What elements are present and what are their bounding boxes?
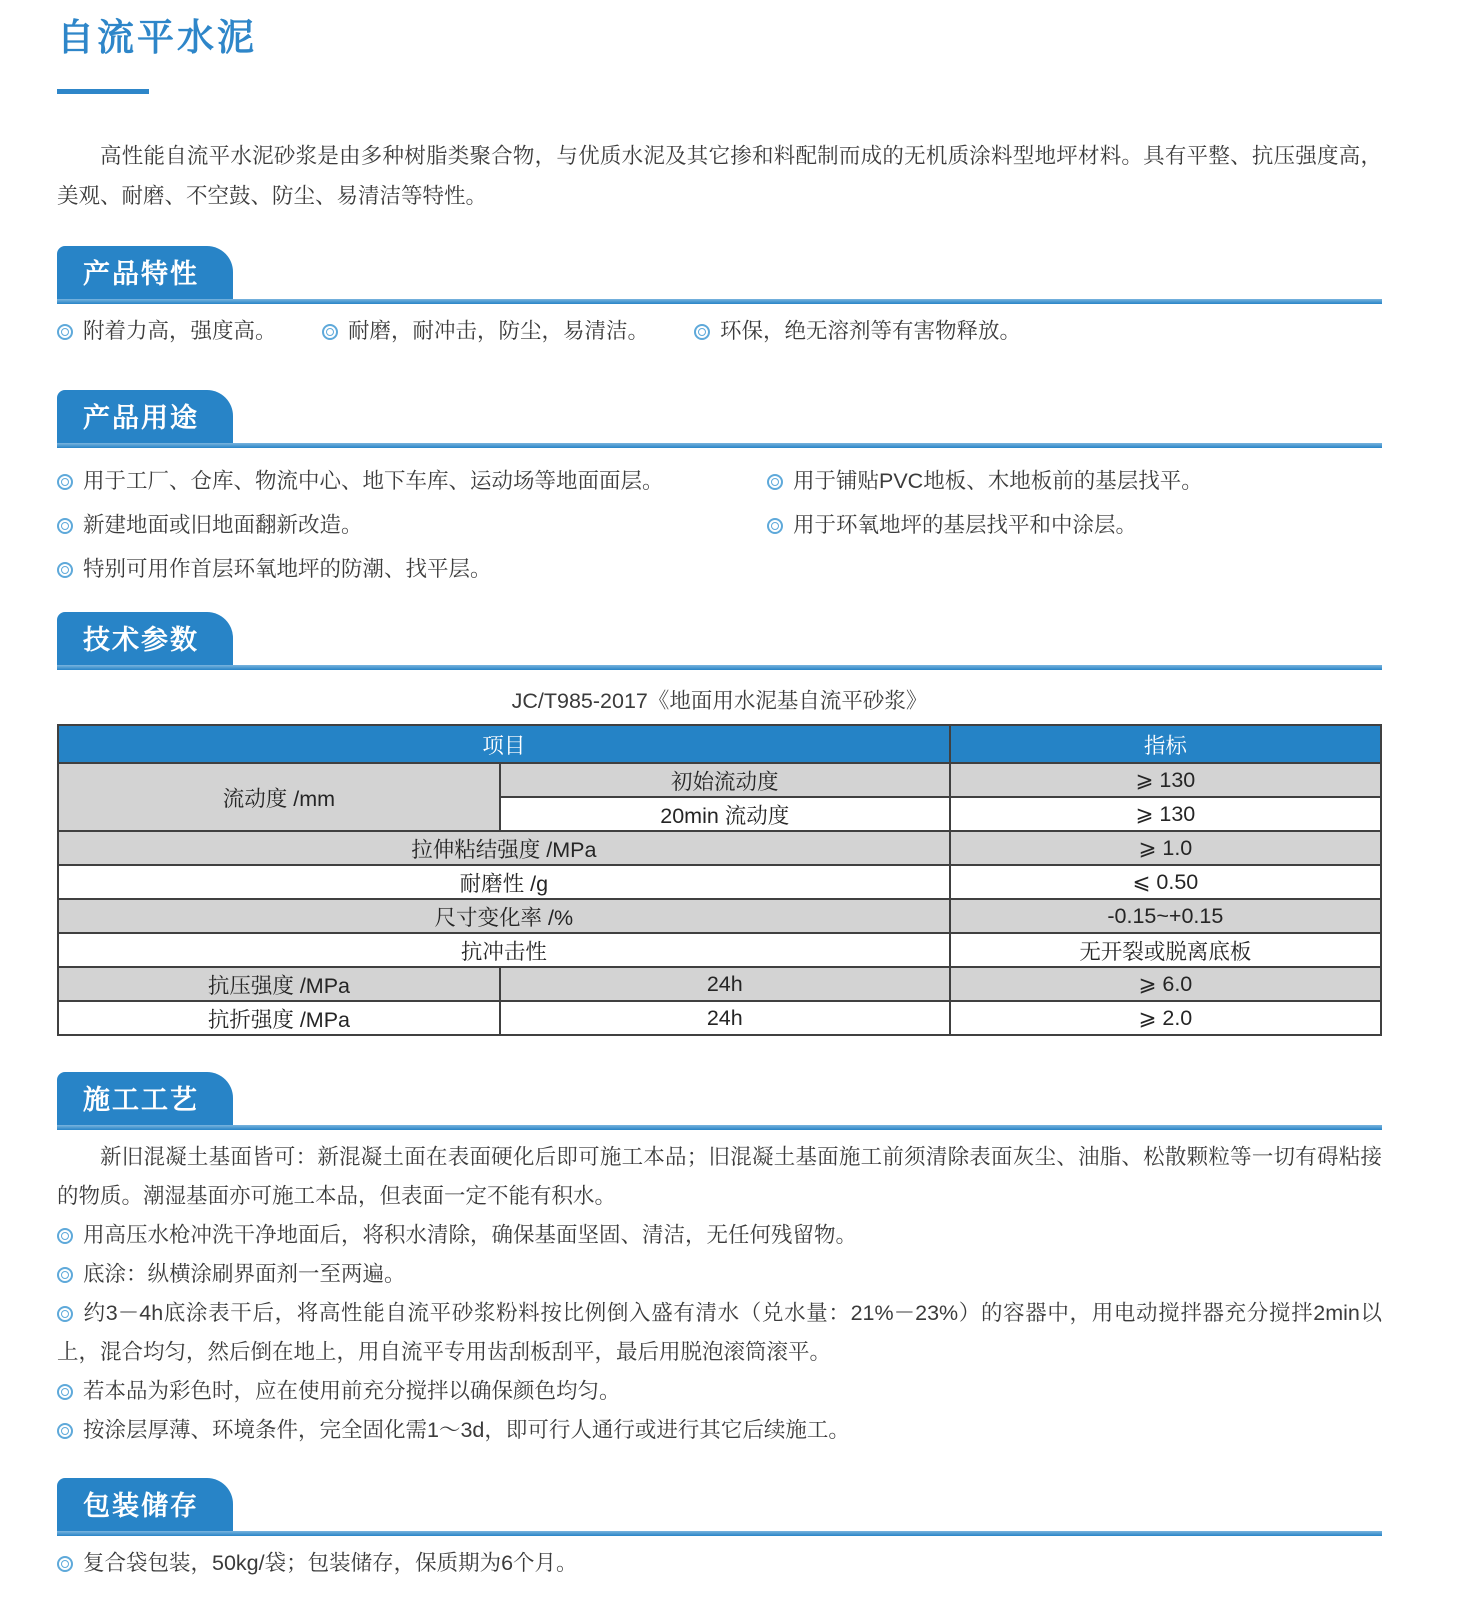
feature-text: 环保，绝无溶剂等有害物释放。 [720,319,1022,343]
list-item [694,316,1382,346]
bullet-ring-icon [694,324,710,340]
bullet-ring-icon [57,1423,73,1439]
list-item [322,316,694,346]
section-underline [57,299,1382,304]
list-item [57,1294,1382,1372]
bullet-ring-icon [322,324,338,340]
specs-table [57,724,1382,1036]
list-item [767,506,1382,544]
section-head-uses [57,390,1382,448]
table-cell-value: ⩾ 1.0 [950,831,1381,865]
process-step-text: 用高压水枪冲洗干净地面后，将积水清除，确保基面坚固、清洁，无任何残留物。 [83,1223,858,1247]
table-cell-subproperty: 20min 流动度 [500,797,950,831]
table-row [58,1001,1381,1035]
bullet-ring-icon [57,1556,73,1572]
table-row [58,831,1381,865]
table-row [58,933,1381,967]
page-title: 自流平水泥 [57,17,257,58]
section-badge-uses: 产品用途 [57,390,233,443]
spec-standard-caption: JC/T985-2017《地面用水泥基自流平砂浆》 [511,689,928,713]
section-badge-specs: 技术参数 [57,612,233,665]
table-cell-property: 流动度 /mm [58,763,500,831]
process-step-text: 底涂：纵横涂刷界面剂一至两遍。 [83,1262,406,1286]
use-text: 用于环氧地坪的基层找平和中涂层。 [793,513,1138,537]
section-underline [57,665,1382,670]
table-row [58,899,1381,933]
process-step-text: 若本品为彩色时，应在使用前充分搅拌以确保颜色均匀。 [83,1379,621,1403]
bullet-ring-icon [57,518,73,534]
table-cell-value: ⩽ 0.50 [950,865,1381,899]
section-underline [57,1531,1382,1536]
feature-text: 附着力高，强度高。 [83,319,277,343]
list-item [57,1548,1382,1578]
process-list [57,1216,1382,1450]
table-cell-value: -0.15~+0.15 [950,899,1381,933]
table-cell-subproperty: 24h [500,967,950,1001]
section-head-process [57,1072,1382,1130]
uses-right-column [767,456,1382,588]
intro-paragraph: 高性能自流平水泥砂浆是由多种树脂类聚合物，与优质水泥及其它掺和料配制而成的无机质涂料型地坪材料。具有平整、抗压强度高，美观、耐磨、不空鼓、防尘、易清洁等特性。 [57,144,1382,208]
table-cell-property: 尺寸变化率 /% [58,899,950,933]
table-row [58,967,1381,1001]
use-text: 特别可用作首层环氧地坪的防潮、找平层。 [83,557,492,581]
section-underline [57,1125,1382,1130]
table-cell-value: ⩾ 2.0 [950,1001,1381,1035]
bullet-ring-icon [57,1306,73,1322]
table-cell-value: ⩾ 6.0 [950,967,1381,1001]
features-list [57,316,1382,346]
use-text: 用于铺贴PVC地板、木地板前的基层找平。 [793,469,1203,493]
table-cell-subproperty: 初始流动度 [500,763,950,797]
table-cell-value: 无开裂或脱离底板 [950,933,1381,967]
list-item [57,1255,1382,1294]
uses-left-column [57,456,767,588]
section-underline [57,443,1382,448]
bullet-ring-icon [767,518,783,534]
table-cell-property: 拉伸粘结强度 /MPa [58,831,950,865]
bullet-ring-icon [767,474,783,490]
uses-list [57,456,1382,588]
section-badge-packaging: 包装储存 [57,1478,233,1531]
packaging-text: 复合袋包装，50kg/袋；包装储存，保质期为6个月。 [83,1551,578,1575]
table-header-item: 项目 [58,725,950,763]
section-badge-process: 施工工艺 [57,1072,233,1125]
bullet-ring-icon [57,474,73,490]
section-head-features [57,246,1382,304]
list-item [767,462,1382,500]
list-item [57,1372,1382,1411]
title-underline [57,89,149,94]
bullet-ring-icon [57,324,73,340]
process-step-text: 约3－4h底涂表干后，将高性能自流平砂浆粉料按比例倒入盛有清水（兑水量：21%－23%）的容器中，用电动搅拌器充分搅拌2min以上，混合均匀，然后倒在地上，用自流平专用齿刮板刮平，最后用脱泡滚筒滚平。 [57,1301,1382,1364]
table-cell-property: 抗折强度 /MPa [58,1001,500,1035]
list-item [57,1411,1382,1450]
use-text: 新建地面或旧地面翻新改造。 [83,513,363,537]
list-item [57,316,322,346]
table-cell-value: ⩾ 130 [950,763,1381,797]
list-item [57,506,767,544]
table-cell-property: 抗压强度 /MPa [58,967,500,1001]
table-header-index: 指标 [950,725,1381,763]
table-header-row [58,725,1381,763]
section-head-specs [57,612,1382,670]
bullet-ring-icon [57,1267,73,1283]
list-item [57,550,767,588]
list-item [57,1216,1382,1255]
list-item [57,462,767,500]
bullet-ring-icon [57,562,73,578]
section-badge-features: 产品特性 [57,246,233,299]
table-row [58,763,1381,797]
process-step-text: 按涂层厚薄、环境条件，完全固化需1～3d，即可行人通行或进行其它后续施工。 [83,1418,850,1442]
process-paragraph: 新旧混凝土基面皆可：新混凝土面在表面硬化后即可施工本品；旧混凝土基面施工前须清除表面灰尘、油脂、松散颗粒等一切有碍粘接的物质。潮湿基面亦可施工本品，但表面一定不能有积水。 [57,1145,1382,1208]
section-head-packaging [57,1478,1382,1536]
table-cell-property: 抗冲击性 [58,933,950,967]
table-cell-property: 耐磨性 /g [58,865,950,899]
use-text: 用于工厂、仓库、物流中心、地下车库、运动场等地面面层。 [83,469,664,493]
table-cell-subproperty: 24h [500,1001,950,1035]
table-row [58,865,1381,899]
feature-text: 耐磨，耐冲击，防尘，易清洁。 [348,319,650,343]
table-cell-value: ⩾ 130 [950,797,1381,831]
packaging-list [57,1548,1382,1578]
bullet-ring-icon [57,1228,73,1244]
bullet-ring-icon [57,1384,73,1400]
